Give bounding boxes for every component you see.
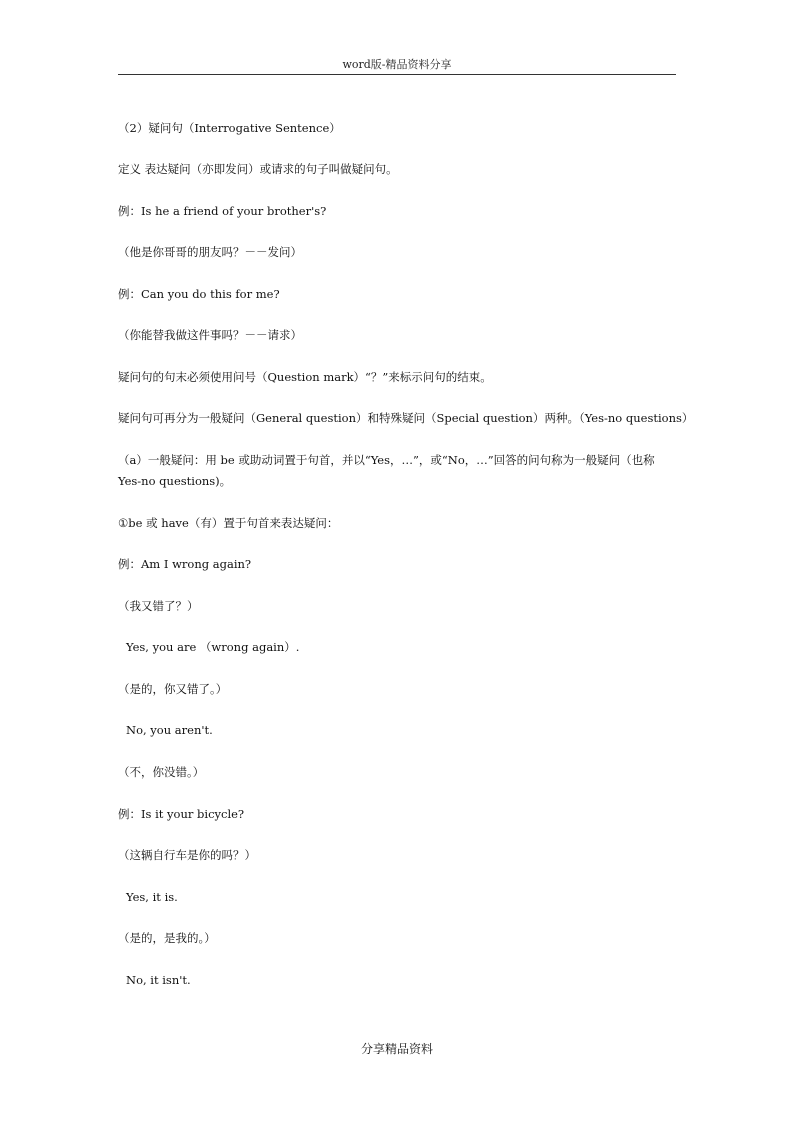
definition-line: 定义 表达疑问（亦即发问）或请求的句子叫做疑问句。 bbox=[118, 162, 398, 176]
example-line: 例：Is it your bicycle? bbox=[118, 807, 245, 821]
translation-line: （是的，你又错了。） bbox=[118, 682, 228, 696]
body-line: 疑问句可再分为一般疑问（General question）和特殊疑问（Special question）两种。（Yes-no questions） bbox=[118, 411, 694, 425]
answer-line: Yes, it is. bbox=[126, 890, 178, 904]
rule-line: ①be 或 have（有）置于句首来表达疑问： bbox=[118, 516, 339, 530]
translation-line: （你能替我做这件事吗？－－请求） bbox=[118, 328, 302, 342]
answer-line: No, you aren't. bbox=[126, 723, 213, 737]
body-line: 疑问句的句末必须使用问号（Question mark）“？”来标示问句的结束。 bbox=[118, 370, 492, 384]
example-line: 例：Am I wrong again? bbox=[118, 557, 252, 571]
translation-line: （他是你哥哥的朋友吗？－－发问） bbox=[118, 245, 302, 259]
translation-line: （这辆自行车是你的吗？） bbox=[118, 848, 256, 862]
answer-line: No, it isn't. bbox=[126, 973, 191, 987]
page-header: word版-精品资料分享 bbox=[118, 56, 676, 75]
body-paragraph: （a）一般疑问：用 be 或助动词置于句首，并以“Yes，…”，或“No，…”回答的问句称为一般疑问（也称 Yes-no questions)。 bbox=[118, 453, 655, 488]
example-line: 例：Can you do this for me? bbox=[118, 287, 280, 301]
example-line: 例：Is he a friend of your brother's? bbox=[118, 204, 327, 218]
section-heading: （2）疑问句（Interrogative Sentence） bbox=[118, 121, 341, 135]
page-footer: 分享精品资料 bbox=[360, 1042, 433, 1056]
translation-line: （我又错了？） bbox=[118, 599, 199, 613]
answer-line: Yes, you are （wrong again）. bbox=[126, 640, 300, 654]
translation-line: （不，你没错。） bbox=[118, 765, 205, 779]
translation-line: （是的，是我的。） bbox=[118, 931, 216, 945]
